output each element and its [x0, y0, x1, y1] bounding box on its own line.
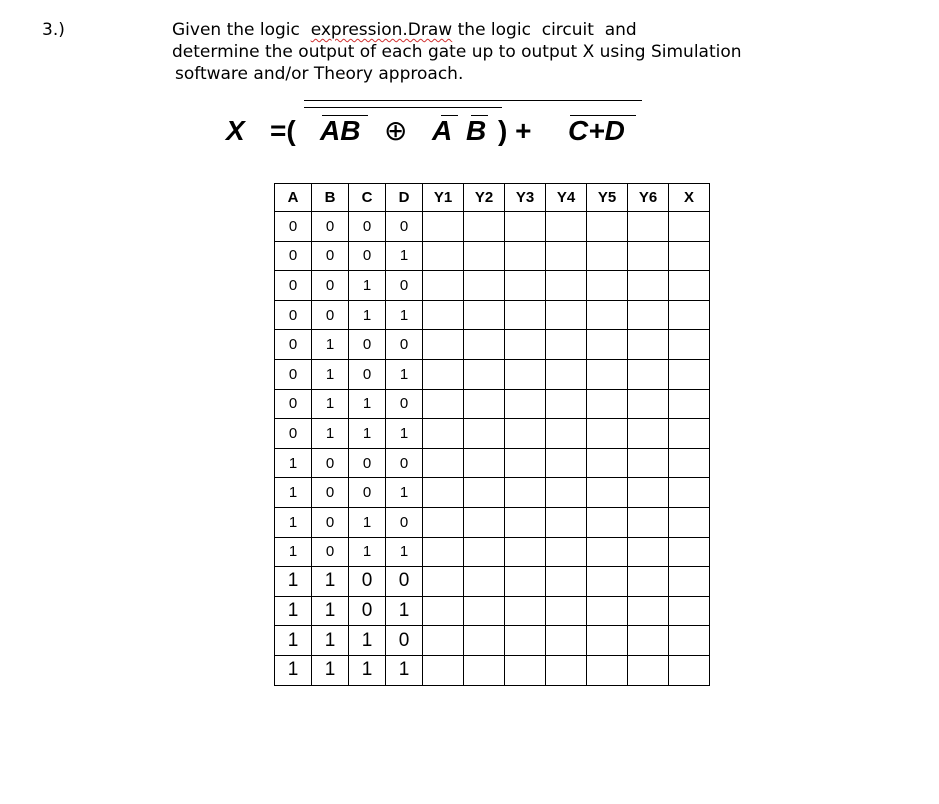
column-header-b: B	[312, 184, 349, 212]
output-cell-y6[interactable]	[628, 537, 669, 567]
input-cell-b: 1	[312, 567, 349, 597]
output-cell-y6[interactable]	[628, 419, 669, 449]
output-cell-y4[interactable]	[546, 596, 587, 626]
table-row	[275, 241, 710, 271]
input-cell-a: 0	[275, 359, 312, 389]
input-cell-a: 1	[275, 567, 312, 597]
table-row	[275, 330, 710, 360]
outer-overbar-inner	[304, 107, 502, 108]
output-cell-y4[interactable]	[546, 478, 587, 508]
input-cell-b: 1	[312, 626, 349, 656]
output-cell-x[interactable]	[669, 359, 710, 389]
output-cell-x[interactable]	[669, 655, 710, 685]
output-variable: X	[226, 115, 245, 146]
output-cell-x[interactable]	[669, 626, 710, 656]
table-body	[275, 212, 710, 686]
output-cell-y1[interactable]	[423, 567, 464, 597]
output-cell-y4[interactable]	[546, 507, 587, 537]
output-cell-y1[interactable]	[423, 419, 464, 449]
output-cell-x[interactable]	[669, 271, 710, 301]
output-cell-y3[interactable]	[505, 359, 546, 389]
column-header-x: X	[669, 184, 710, 212]
output-cell-y1[interactable]	[423, 655, 464, 685]
term-c-plus-d: C+D	[568, 115, 625, 146]
column-header-d: D	[386, 184, 423, 212]
output-cell-y1[interactable]	[423, 241, 464, 271]
output-cell-y4[interactable]	[546, 448, 587, 478]
input-cell-d: 0	[386, 567, 423, 597]
input-cell-d: 1	[386, 419, 423, 449]
output-cell-y6[interactable]	[628, 300, 669, 330]
output-cell-y2[interactable]	[464, 507, 505, 537]
term-a: A	[432, 115, 453, 146]
output-cell-y6[interactable]	[628, 212, 669, 242]
output-cell-y6[interactable]	[628, 389, 669, 419]
input-cell-b: 1	[312, 389, 349, 419]
output-cell-y4[interactable]	[546, 241, 587, 271]
equals-paren: =(	[270, 115, 296, 146]
input-cell-b: 1	[312, 596, 349, 626]
input-cell-a: 1	[275, 537, 312, 567]
output-cell-y3[interactable]	[505, 478, 546, 508]
input-cell-c: 0	[349, 241, 386, 271]
spellcheck-flagged-word: expression.Draw	[310, 20, 453, 40]
output-cell-y5[interactable]	[587, 478, 628, 508]
output-cell-y4[interactable]	[546, 330, 587, 360]
output-cell-y2[interactable]	[464, 655, 505, 685]
table-row	[275, 626, 710, 656]
input-cell-c: 0	[349, 478, 386, 508]
input-cell-d: 1	[386, 478, 423, 508]
output-cell-y2[interactable]	[464, 359, 505, 389]
input-cell-b: 0	[312, 478, 349, 508]
output-cell-y2[interactable]	[464, 567, 505, 597]
input-cell-c: 1	[349, 419, 386, 449]
output-cell-y2[interactable]	[464, 478, 505, 508]
input-cell-b: 0	[312, 241, 349, 271]
output-cell-x[interactable]	[669, 596, 710, 626]
output-cell-y2[interactable]	[464, 537, 505, 567]
output-cell-y5[interactable]	[587, 212, 628, 242]
input-cell-b: 1	[312, 359, 349, 389]
output-cell-y3[interactable]	[505, 567, 546, 597]
output-cell-y5[interactable]	[587, 567, 628, 597]
output-cell-y5[interactable]	[587, 419, 628, 449]
logic-expression	[226, 96, 666, 152]
input-cell-d: 0	[386, 212, 423, 242]
output-cell-y2[interactable]	[464, 212, 505, 242]
column-header-y4: Y4	[546, 184, 587, 212]
input-cell-d: 1	[386, 537, 423, 567]
input-cell-d: 0	[386, 507, 423, 537]
input-cell-c: 0	[349, 330, 386, 360]
output-cell-y6[interactable]	[628, 626, 669, 656]
output-cell-y6[interactable]	[628, 655, 669, 685]
output-cell-y6[interactable]	[628, 241, 669, 271]
output-cell-y6[interactable]	[628, 359, 669, 389]
input-cell-c: 1	[349, 300, 386, 330]
output-cell-y5[interactable]	[587, 241, 628, 271]
input-cell-d: 1	[386, 300, 423, 330]
table-row	[275, 448, 710, 478]
input-cell-d: 0	[386, 271, 423, 301]
output-cell-y2[interactable]	[464, 596, 505, 626]
input-cell-b: 0	[312, 507, 349, 537]
input-cell-d: 0	[386, 448, 423, 478]
input-cell-b: 0	[312, 271, 349, 301]
input-cell-b: 0	[312, 212, 349, 242]
output-cell-y5[interactable]	[587, 448, 628, 478]
output-cell-y1[interactable]	[423, 448, 464, 478]
input-cell-c: 0	[349, 567, 386, 597]
output-cell-y2[interactable]	[464, 241, 505, 271]
output-cell-y3[interactable]	[505, 626, 546, 656]
output-cell-y5[interactable]	[587, 507, 628, 537]
output-cell-y2[interactable]	[464, 389, 505, 419]
table-row	[275, 359, 710, 389]
input-cell-a: 0	[275, 330, 312, 360]
output-cell-y1[interactable]	[423, 271, 464, 301]
output-cell-y4[interactable]	[546, 212, 587, 242]
output-cell-y1[interactable]	[423, 626, 464, 656]
table-row	[275, 478, 710, 508]
table-row	[275, 537, 710, 567]
output-cell-y6[interactable]	[628, 478, 669, 508]
input-cell-c: 1	[349, 655, 386, 685]
input-cell-a: 1	[275, 655, 312, 685]
output-cell-y4[interactable]	[546, 626, 587, 656]
input-cell-c: 0	[349, 448, 386, 478]
output-cell-y2[interactable]	[464, 419, 505, 449]
output-cell-y2[interactable]	[464, 448, 505, 478]
input-cell-a: 1	[275, 478, 312, 508]
output-cell-x[interactable]	[669, 241, 710, 271]
input-cell-b: 0	[312, 448, 349, 478]
output-cell-x[interactable]	[669, 448, 710, 478]
input-cell-c: 0	[349, 212, 386, 242]
output-cell-x[interactable]	[669, 300, 710, 330]
output-cell-y1[interactable]	[423, 389, 464, 419]
term-b: B	[466, 115, 487, 146]
output-cell-y5[interactable]	[587, 330, 628, 360]
prompt-line-3: software and/or Theory approach.	[175, 64, 464, 84]
input-cell-d: 0	[386, 330, 423, 360]
input-cell-b: 1	[312, 655, 349, 685]
output-cell-x[interactable]	[669, 567, 710, 597]
term-ab: AB	[320, 115, 361, 146]
output-cell-y4[interactable]	[546, 300, 587, 330]
column-header-y6: Y6	[628, 184, 669, 212]
output-cell-y3[interactable]	[505, 537, 546, 567]
input-cell-d: 0	[386, 626, 423, 656]
output-cell-y1[interactable]	[423, 212, 464, 242]
output-cell-y6[interactable]	[628, 271, 669, 301]
input-cell-c: 1	[349, 271, 386, 301]
table-header-row	[275, 184, 710, 212]
input-cell-c: 0	[349, 596, 386, 626]
input-cell-a: 0	[275, 271, 312, 301]
output-cell-y1[interactable]	[423, 359, 464, 389]
output-cell-y2[interactable]	[464, 626, 505, 656]
prompt-line-1-end: the logic circuit and	[452, 20, 637, 40]
output-cell-y3[interactable]	[505, 212, 546, 242]
output-cell-y6[interactable]	[628, 330, 669, 360]
input-cell-a: 0	[275, 300, 312, 330]
output-cell-y6[interactable]	[628, 448, 669, 478]
output-cell-y3[interactable]	[505, 596, 546, 626]
output-cell-y4[interactable]	[546, 537, 587, 567]
prompt-line-1-start: Given the logic	[172, 20, 311, 40]
input-cell-a: 1	[275, 596, 312, 626]
output-cell-y3[interactable]	[505, 389, 546, 419]
output-cell-y3[interactable]	[505, 507, 546, 537]
column-header-y3: Y3	[505, 184, 546, 212]
input-cell-b: 1	[312, 419, 349, 449]
output-cell-x[interactable]	[669, 537, 710, 567]
output-cell-y3[interactable]	[505, 330, 546, 360]
input-cell-d: 0	[386, 389, 423, 419]
input-cell-b: 1	[312, 330, 349, 360]
output-cell-y1[interactable]	[423, 300, 464, 330]
output-cell-y3[interactable]	[505, 300, 546, 330]
output-cell-y5[interactable]	[587, 537, 628, 567]
output-cell-x[interactable]	[669, 478, 710, 508]
question-prompt	[172, 19, 812, 85]
column-header-y2: Y2	[464, 184, 505, 212]
output-cell-y4[interactable]	[546, 419, 587, 449]
input-cell-c: 1	[349, 537, 386, 567]
input-cell-d: 1	[386, 596, 423, 626]
input-cell-a: 1	[275, 507, 312, 537]
output-cell-y5[interactable]	[587, 655, 628, 685]
table-row	[275, 567, 710, 597]
table-row	[275, 596, 710, 626]
input-cell-a: 0	[275, 419, 312, 449]
input-cell-d: 1	[386, 241, 423, 271]
output-cell-y5[interactable]	[587, 596, 628, 626]
output-cell-y4[interactable]	[546, 567, 587, 597]
input-cell-c: 1	[349, 626, 386, 656]
output-cell-y5[interactable]	[587, 300, 628, 330]
output-cell-y5[interactable]	[587, 389, 628, 419]
input-cell-a: 1	[275, 448, 312, 478]
table-row	[275, 212, 710, 242]
prompt-line-1	[172, 19, 812, 41]
input-cell-c: 1	[349, 507, 386, 537]
output-cell-y3[interactable]	[505, 419, 546, 449]
column-header-y5: Y5	[587, 184, 628, 212]
output-cell-y6[interactable]	[628, 567, 669, 597]
output-cell-y4[interactable]	[546, 655, 587, 685]
output-cell-y3[interactable]	[505, 448, 546, 478]
prompt-line-2: determine the output of each gate up to output X using Simulation	[172, 42, 742, 62]
input-cell-a: 0	[275, 212, 312, 242]
outer-overbar-top	[304, 100, 642, 101]
table-row	[275, 271, 710, 301]
input-cell-d: 1	[386, 359, 423, 389]
input-cell-b: 0	[312, 300, 349, 330]
output-cell-y2[interactable]	[464, 271, 505, 301]
output-cell-y2[interactable]	[464, 300, 505, 330]
output-cell-x[interactable]	[669, 507, 710, 537]
output-cell-y3[interactable]	[505, 655, 546, 685]
output-cell-y5[interactable]	[587, 359, 628, 389]
table-row	[275, 419, 710, 449]
input-cell-c: 0	[349, 359, 386, 389]
column-header-c: C	[349, 184, 386, 212]
output-cell-y4[interactable]	[546, 271, 587, 301]
output-cell-y4[interactable]	[546, 359, 587, 389]
table-row	[275, 300, 710, 330]
column-header-y1: Y1	[423, 184, 464, 212]
input-cell-b: 0	[312, 537, 349, 567]
input-cell-c: 1	[349, 389, 386, 419]
output-cell-y3[interactable]	[505, 271, 546, 301]
input-cell-a: 1	[275, 626, 312, 656]
input-cell-a: 0	[275, 389, 312, 419]
output-cell-x[interactable]	[669, 419, 710, 449]
xor-symbol: ⊕	[384, 114, 408, 147]
output-cell-y6[interactable]	[628, 507, 669, 537]
output-cell-y1[interactable]	[423, 596, 464, 626]
output-cell-x[interactable]	[669, 389, 710, 419]
output-cell-y4[interactable]	[546, 389, 587, 419]
output-cell-y5[interactable]	[587, 271, 628, 301]
truth-table	[274, 183, 710, 686]
output-cell-y1[interactable]	[423, 537, 464, 567]
question-number: 3.)	[42, 20, 65, 40]
table-row	[275, 655, 710, 685]
output-cell-y5[interactable]	[587, 626, 628, 656]
table-row	[275, 507, 710, 537]
output-cell-y2[interactable]	[464, 330, 505, 360]
output-cell-x[interactable]	[669, 330, 710, 360]
input-cell-a: 0	[275, 241, 312, 271]
input-cell-d: 1	[386, 655, 423, 685]
output-cell-x[interactable]	[669, 212, 710, 242]
output-cell-y3[interactable]	[505, 241, 546, 271]
output-cell-y1[interactable]	[423, 478, 464, 508]
close-paren-plus: ) +	[498, 115, 532, 146]
output-cell-y1[interactable]	[423, 330, 464, 360]
column-header-a: A	[275, 184, 312, 212]
output-cell-y6[interactable]	[628, 596, 669, 626]
output-cell-y1[interactable]	[423, 507, 464, 537]
table-row	[275, 389, 710, 419]
